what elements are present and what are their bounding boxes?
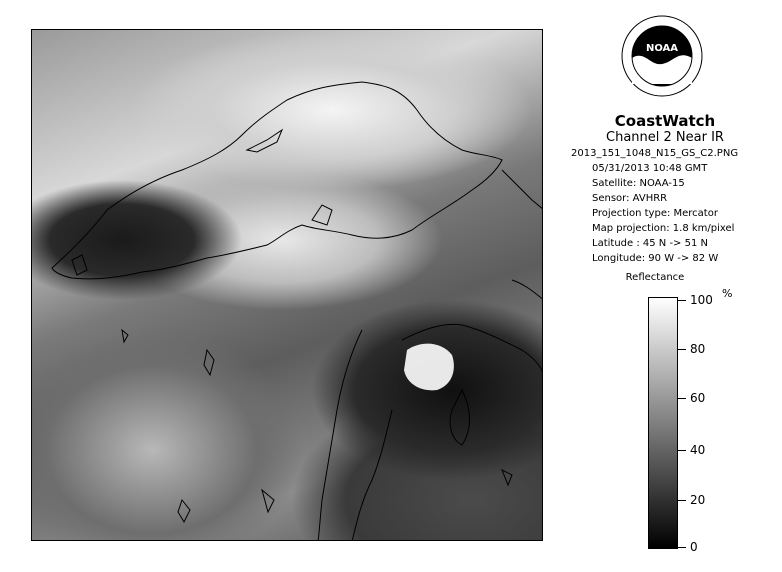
noaa-logo xyxy=(620,14,704,98)
sensor-text: Sensor: AVHRR xyxy=(592,193,668,204)
filename-text: 2013_151_1048_N15_GS_C2.PNG xyxy=(571,148,739,159)
satellite-image xyxy=(31,29,543,541)
channel-subtitle: Channel 2 Near IR xyxy=(606,130,724,145)
tick-label: 80 xyxy=(690,342,706,356)
tick-mark xyxy=(678,547,686,548)
page-title: CoastWatch xyxy=(614,112,716,130)
tick-label: 100 xyxy=(690,293,713,307)
tick-mark xyxy=(678,398,686,399)
tick-label: 0 xyxy=(690,540,698,554)
longitude-text: Longitude: 90 W -> 82 W xyxy=(592,253,719,264)
map-projection-text: Map projection: 1.8 km/pixel xyxy=(592,223,735,234)
reflectance-colorbar xyxy=(648,297,678,549)
colorbar-unit: % xyxy=(722,287,733,300)
projection-text: Projection type: Mercator xyxy=(592,208,718,219)
tick-mark xyxy=(678,349,686,350)
datetime-text: 05/31/2013 10:48 GMT xyxy=(592,163,708,174)
colorbar-label: Reflectance xyxy=(625,272,685,283)
colorbar-ticks xyxy=(678,293,738,554)
latitude-text: Latitude : 45 N -> 51 N xyxy=(592,238,708,249)
tick-mark xyxy=(678,500,686,501)
satellite-text: Satellite: NOAA-15 xyxy=(592,178,685,189)
logo-text: NOAA xyxy=(645,43,679,54)
tick-mark xyxy=(678,450,686,451)
tick-mark xyxy=(678,300,686,301)
tick-label: 40 xyxy=(690,443,706,457)
tick-label: 60 xyxy=(690,391,706,405)
tick-label: 20 xyxy=(690,493,706,507)
coastline-overlay xyxy=(32,30,543,541)
